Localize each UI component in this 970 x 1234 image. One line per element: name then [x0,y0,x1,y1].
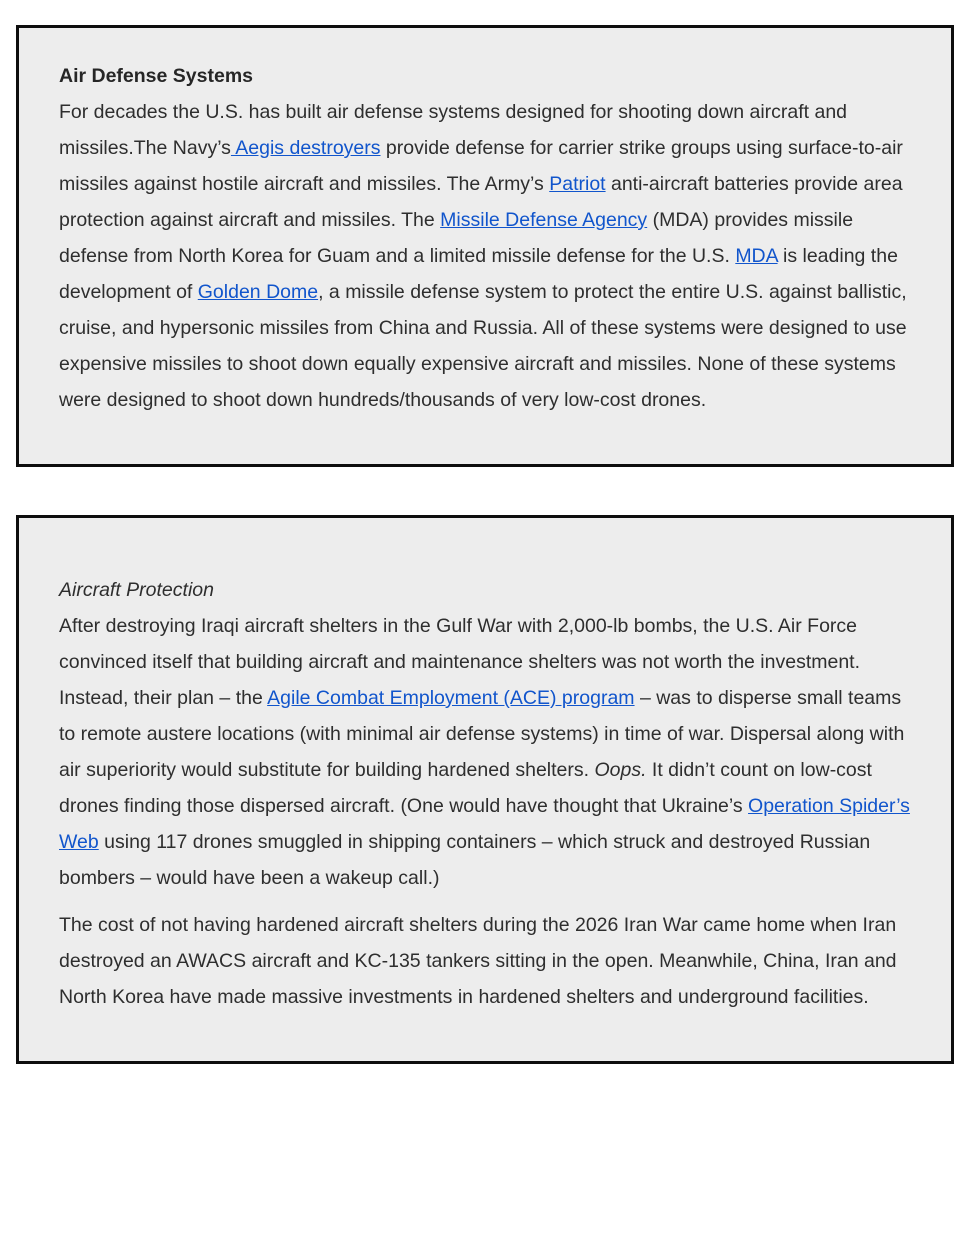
text-run: After destroying Iraqi aircraft shelters in the Gulf War with 2,000-lb bombs, the U.S. Air Force convinced itself that building aircraft and maintenance shelters was not worth the investment. Instead, their plan – the [59,615,861,709]
paragraph [59,94,911,418]
text-run: provide defense for carrier strike groups using surface-to-air missiles against hostile aircraft and missiles. The Army’s [59,137,903,195]
text-run: , a missile defense system to protect the entire U.S. against ballistic, cruise, and hypersonic missiles from China and Russia. All of these systems were designed to use expensive missiles to shoot down equally expensive aircraft and missiles. None of these systems were designed to shoot down hundreds/thousands of very low-cost drones. [59,281,907,411]
inline-link[interactable]: Missile Defense Agency [440,209,648,231]
inline-link[interactable]: Aegis destroyers [230,137,381,159]
paragraph [59,608,911,896]
text-run: is leading the development of [59,245,898,303]
text-run: – was to disperse small teams to remote austere locations (with minimal air defense systems) in time of war. Dispersal along with air superiority would substitute for building hardened shelters. [59,687,905,781]
aircraft-protection-body [59,608,911,1015]
text-run: using 117 drones smuggled in shipping containers – which struck and destroyed Russian bombers – would have been a wakeup call.) [59,831,871,889]
inline-link[interactable]: MDA [735,245,778,267]
air-defense-body [59,94,911,418]
text-run: The cost of not having hardened aircraft shelters during the 2026 Iran War came home when Iran destroyed an AWACS aircraft and KC-135 tankers sitting in the open. Meanwhile, China, Iran and North Korea have made massive investments in hardened shelters and underground facilities. [59,914,897,1008]
inline-link[interactable]: Patriot [549,173,606,195]
text-run: anti-aircraft batteries provide area protection against aircraft and missiles. The [59,173,903,231]
aircraft-protection-section [16,515,954,1064]
inline-link[interactable]: Agile Combat Employment (ACE) program [267,687,635,709]
text-run: (MDA) provides missile defense from North Korea for Guam and a limited missile defense for the U.S. [59,209,854,267]
air-defense-heading: Air Defense Systems [59,65,254,87]
text-run: It didn’t count on low-cost drones finding those dispersed aircraft. (One would have thought that Ukraine’s [59,759,872,817]
aircraft-protection-heading: Aircraft Protection [59,579,214,601]
inline-link[interactable]: Operation Spider’s Web [59,795,910,853]
paragraph [59,907,911,1015]
text-run: For decades the U.S. has built air defense systems designed for shooting down aircraft and missiles.The Navy’s [59,101,848,159]
inline-link[interactable]: Golden Dome [197,281,319,303]
italic-text-run: Oops. [594,759,647,781]
air-defense-section [16,25,954,467]
